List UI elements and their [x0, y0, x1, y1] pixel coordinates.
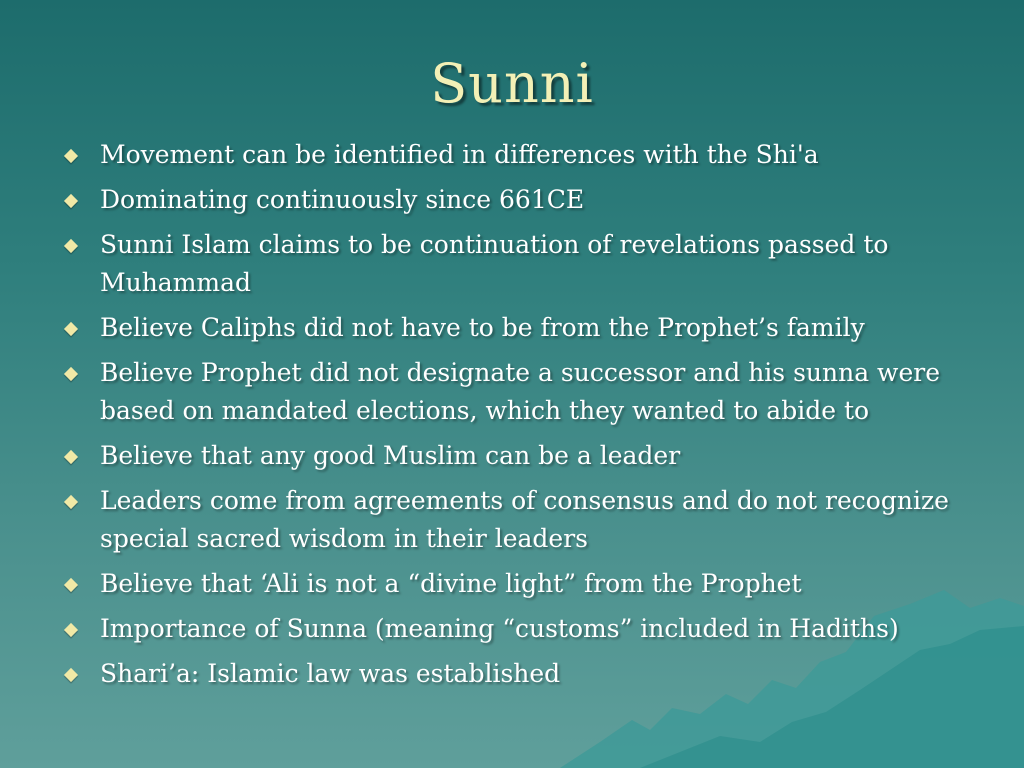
diamond-bullet-icon [64, 194, 78, 208]
bullet-item [64, 482, 984, 558]
bullet-item [64, 437, 984, 475]
bullet-item [64, 354, 984, 430]
bullet-text: Believe Caliphs did not have to be from the Prophet’s family [100, 313, 865, 342]
bullet-item [64, 655, 984, 693]
bullet-item [64, 181, 984, 219]
bullet-text: Sunni Islam claims to be continuation of revelations passed to Muhammad [100, 230, 889, 297]
bullet-item [64, 610, 984, 648]
bullet-text: Believe that ‘Ali is not a “divine light” from the Prophet [100, 569, 802, 598]
diamond-bullet-icon [64, 239, 78, 253]
bullet-text: Dominating continuously since 661CE [100, 185, 585, 214]
bullet-text: Movement can be identified in differences with the Shi'a [100, 140, 819, 169]
bullet-text: Believe Prophet did not designate a successor and his sunna were based on mandated elections, which they wanted to abide to [100, 358, 940, 425]
bullet-text: Leaders come from agreements of consensus and do not recognize special sacred wisdom in their leaders [100, 486, 949, 553]
bullet-item [64, 136, 984, 174]
diamond-bullet-icon [64, 450, 78, 464]
bullet-item [64, 309, 984, 347]
diamond-bullet-icon [64, 149, 78, 163]
bullet-text: Shari’a: Islamic law was established [100, 659, 561, 688]
bullet-item [64, 565, 984, 603]
bullet-item [64, 226, 984, 302]
diamond-bullet-icon [64, 367, 78, 381]
diamond-bullet-icon [64, 668, 78, 682]
diamond-bullet-icon [64, 322, 78, 336]
diamond-bullet-icon [64, 495, 78, 509]
slide-title: Sunni [430, 52, 594, 115]
bullet-list [64, 136, 984, 700]
bullet-text: Believe that any good Muslim can be a leader [100, 441, 681, 470]
diamond-bullet-icon [64, 623, 78, 637]
bullet-text: Importance of Sunna (meaning “customs” included in Hadiths) [100, 614, 899, 643]
diamond-bullet-icon [64, 578, 78, 592]
